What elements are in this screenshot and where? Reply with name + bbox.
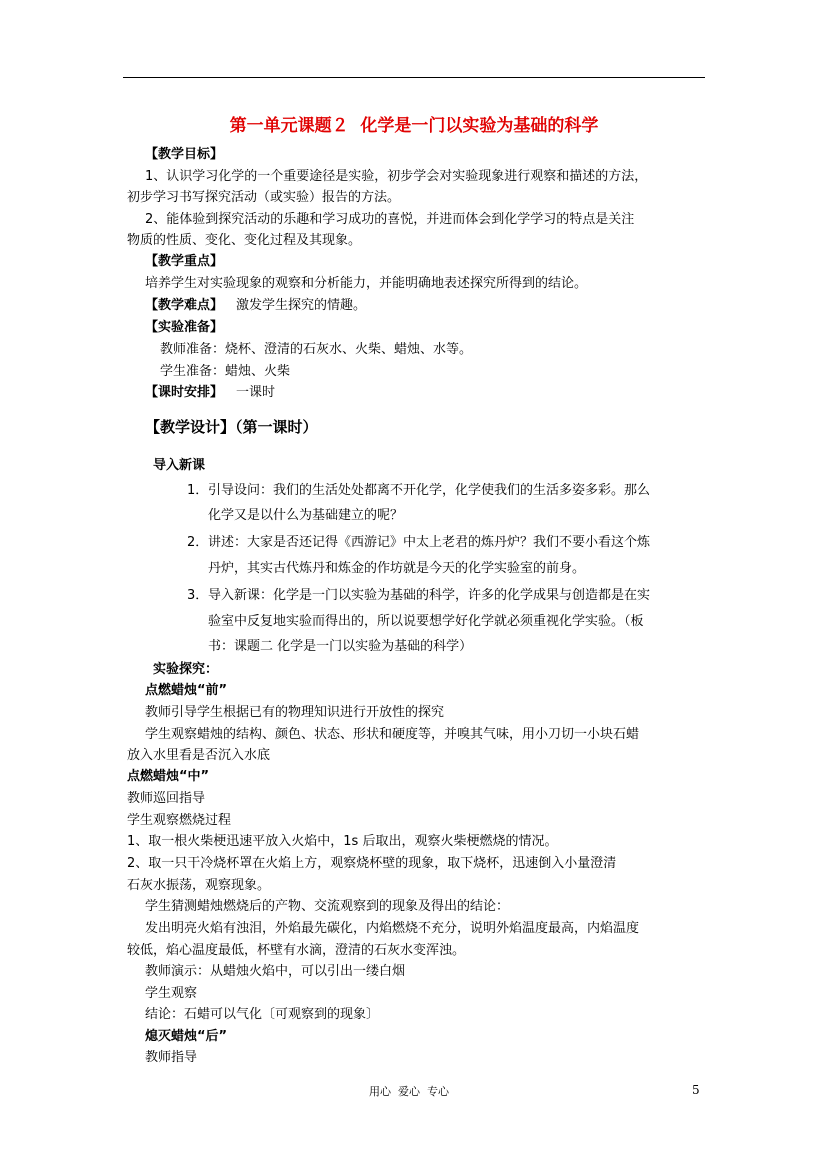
body-line: 石灰水振荡，观察现象。 [127,878,271,893]
page-number: 5 [692,1083,700,1097]
heading-before: 点燃蜡烛“前” [145,683,228,698]
body-line: 结论：石蜡可以气化〔可观察到的现象〕 [145,1007,380,1022]
body-line: 2、取一只干冷烧杯罩在火焰上方，观察烧杯壁的现象，取下烧杯，迅速倒入小量澄清 [127,856,617,871]
list-item-line: 丹炉，其实古代炼丹和炼金的作坊就是今天的化学实验室的前身。 [208,561,586,576]
body-line: 放入水里看是否沉入水底 [127,748,271,763]
heading-exploration: 实验探究： [153,662,219,677]
body-line: 学生观察燃烧过程 [127,813,232,828]
body-line: 学生观察蜡烛的结构、颜色、状态、形状和硬度等，并嗅其气味，用小刀切一小块石蜡 [145,727,640,742]
heading-key-points: 【教学重点】 [145,254,224,269]
body-line: 教师演示：从蜡烛火焰中，可以引出一缕白烟 [145,964,406,979]
heading-difficulties: 【教学难点】 [145,298,224,313]
heading-during: 点燃蜡烛“中” [127,769,210,784]
body-line: 培养学生对实验现象的观察和分析能力，并能明确地表述探究所得到的结论。 [145,276,588,291]
list-number: 2． [187,535,209,550]
body-line: 1、取一根火柴梗迅速平放入火焰中，1s 后取出，观察火柴梗燃烧的情况。 [127,834,558,849]
heading-schedule: 【课时安排】 [145,385,224,400]
heading-teaching-goals: 【教学目标】 [145,147,224,162]
header-rule [123,77,705,78]
heading-after: 熄灭蜡烛“后” [145,1029,228,1044]
list-item-line: 验室中反复地实验而得出的，所以说要想学好化学就必须重视化学实验。（板 [208,614,644,629]
body-line: 教师准备：烧杯、澄清的石灰水、火柴、蜡烛、水等。 [160,342,473,357]
body-line: 2、能体验到探究活动的乐趣和学习成功的喜悦，并进而体会到化学学习的特点是关注 [145,212,635,227]
heading-intro: 导入新课 [153,458,206,473]
body-line: 激发学生探究的情趣。 [236,298,367,313]
body-line: 学生准备：蜡烛、火柴 [160,364,291,379]
footer-text: 用心 爱心 专心 [369,1085,449,1098]
list-item-line: 引导设问：我们的生活处处都离不开化学，化学使我们的生活多姿多彩。那么 [208,483,651,498]
list-item-line: 讲述：大家是否还记得《西游记》中太上老君的炼丹炉？我们不要小看这个炼 [208,535,651,550]
body-line: 1、认识学习化学的一个重要途径是实验，初步学会对实验现象进行观察和描述的方法， [145,169,648,184]
body-line: 一课时 [236,385,276,400]
list-item-line: 化学又是以什么为基础建立的呢？ [208,508,404,523]
body-line: 初步学习书写探究活动（或实验）报告的方法。 [127,190,401,205]
document-title: 第一单元课题２ 化学是一门以实验为基础的科学 [229,116,599,136]
body-line: 发出明亮火焰有浊泪，外焰最先碳化，内焰燃烧不充分，说明外焰温度最高，内焰温度 [145,921,640,936]
list-number: 3． [187,588,209,603]
heading-teaching-design: 【教学设计】（第一课时） [145,418,318,436]
body-line: 学生猜测蜡烛燃烧后的产物、交流观察到的现象及得出的结论： [145,899,510,914]
body-line: 学生观察 [145,986,198,1001]
body-line: 教师指导 [145,1050,198,1065]
body-line: 教师巡回指导 [127,791,206,806]
list-number: 1． [187,483,209,498]
list-item-line: 导入新课：化学是一门以实验为基础的科学，许多的化学成果与创造都是在实 [208,588,651,603]
body-line: 较低，焰心温度最低，杯壁有水滴，澄清的石灰水变浑浊。 [127,943,466,958]
heading-experiment-prep: 【实验准备】 [145,320,224,335]
body-line: 物质的性质、变化、变化过程及其现象。 [127,233,362,248]
body-line: 教师引导学生根据已有的物理知识进行开放性的探究 [145,705,445,720]
list-item-line: 书：课题二 化学是一门以实验为基础的科学） [208,639,473,654]
